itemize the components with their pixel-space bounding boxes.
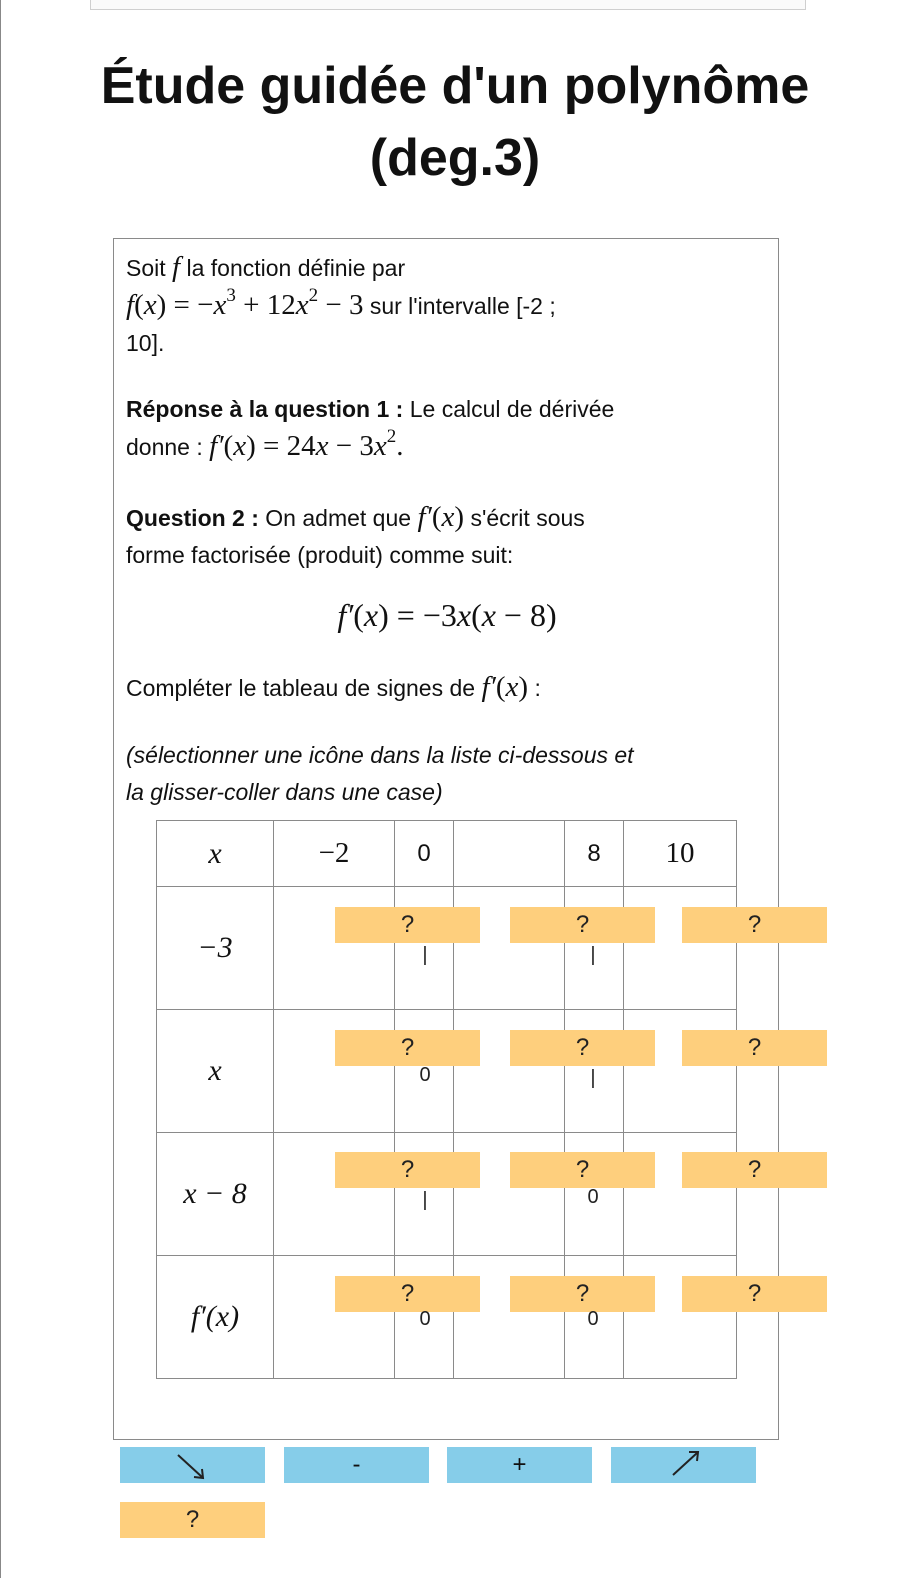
sign-cell[interactable] [624,887,737,1010]
drop-slot-row4-interval3[interactable]: ? [682,1276,827,1312]
intro-paragraph [126,249,766,362]
header-x-value: −2 [274,821,395,887]
header-x-value: 8 [565,821,624,887]
sign-row-x-minus-8 [157,1133,737,1256]
sign-cell[interactable] [624,1256,737,1379]
row-label-fprime: f′(x) [157,1256,274,1379]
intro-defined-text: la fonction définie par [186,255,406,281]
palette-increasing-arrow[interactable] [611,1447,756,1483]
sign-cell[interactable] [454,1133,565,1256]
sign-cell[interactable] [274,887,395,1010]
sign-cell[interactable] [274,1133,395,1256]
answer1-text: Le calcul de dérivée [409,396,615,422]
question2-line2: forme factorisée (produit) comme suit: [126,542,514,568]
instruction-note-line2: la glisser-coller dans une case) [126,779,443,805]
drop-slot-row2-interval3[interactable]: ? [682,1030,827,1066]
sign-cell[interactable] [274,1256,395,1379]
drop-slot-row4-interval1[interactable]: ? [335,1276,480,1312]
sign-cell[interactable] [274,1010,395,1133]
instruction-colon: : [528,675,541,701]
tick-row2-x0: 0 [419,1064,431,1086]
decreasing-arrow-icon [120,1447,265,1483]
sign-row-constant [157,887,737,1010]
sign-cell[interactable] [454,1256,565,1379]
sign-table-header-row [157,821,737,887]
sign-cell[interactable] [624,1133,737,1256]
intro-function-expression: $f(x) = -x^3 + 12x^2 - 3$ [126,285,364,321]
question2-text: On admet que [265,505,412,531]
answer1-label: Réponse à la question 1 : [126,396,404,422]
tick-row2-x8: | [590,1067,596,1089]
intro-interval-end: 10]. [126,330,165,356]
question2-label: Question 2 : [126,505,259,531]
increasing-arrow-icon [611,1447,756,1483]
drop-slot-row3-interval1[interactable]: ? [335,1152,480,1188]
question2-paragraph [126,499,766,574]
top-toolbar-strip [90,0,806,10]
instruction-note [126,737,766,811]
intro-soit: Soit [126,255,166,281]
sign-cell[interactable] [454,1010,565,1133]
drop-slot-row1-interval2[interactable]: ? [510,907,655,943]
palette-plus[interactable]: + [447,1447,592,1483]
factorised-formula: f′(x) = −3x(x − 8) [337,597,557,633]
instruction-text: Compléter le tableau de signes de [126,675,476,701]
header-gap-cell [454,821,565,887]
palette-minus[interactable]: - [284,1447,429,1483]
row-label-x: x [157,1010,274,1133]
drop-slot-row4-interval2[interactable]: ? [510,1276,655,1312]
intro-f-symbol: f [172,251,181,283]
drop-slot-row1-interval1[interactable]: ? [335,907,480,943]
tick-row1-x0: | [422,944,428,966]
header-x-value: 0 [395,821,454,887]
header-x-label: x [157,821,274,887]
header-x-value: 10 [624,821,737,887]
drop-slot-row1-interval3[interactable]: ? [682,907,827,943]
sign-cell[interactable] [624,1010,737,1133]
instruction-fprime: f′(x) [481,671,529,703]
drop-slot-row2-interval2[interactable]: ? [510,1030,655,1066]
row-label-x-minus-8: x − 8 [157,1133,274,1256]
intro-interval-text: sur l'intervalle [-2 ; [369,293,556,319]
row-label-constant: −3 [157,887,274,1010]
answer1-text2: donne : [126,434,203,460]
drop-slot-row3-interval2[interactable]: ? [510,1152,655,1188]
sign-cell[interactable] [454,887,565,1010]
drop-slot-row2-interval1[interactable]: ? [335,1030,480,1066]
drop-slot-row3-interval3[interactable]: ? [682,1152,827,1188]
tick-row3-x8: 0 [587,1186,599,1208]
instruction-paragraph [126,669,766,707]
page-left-border [0,0,1,1578]
tick-row4-x8: 0 [587,1308,599,1330]
sign-row-fprime [157,1256,737,1379]
palette-unknown-slot[interactable]: ? [120,1502,265,1538]
answer1-paragraph [126,391,766,466]
sign-row-x [157,1010,737,1133]
question2-fprime: f′(x) [417,501,465,533]
tick-row3-x0: | [422,1189,428,1211]
page-title: Étude guidée d'un polynôme (deg.3) [100,57,810,187]
question2-text-after: s'écrit sous [470,505,585,531]
answer1-derivative-expression: $f'(x) = 24x - 3x^2$. [209,426,404,462]
instruction-note-line1: (sélectionner une icône dans la liste ci-dessous et [126,742,634,768]
palette-decreasing-arrow[interactable] [120,1447,265,1483]
tick-row1-x8: | [590,944,596,966]
tick-row4-x0: 0 [419,1308,431,1330]
